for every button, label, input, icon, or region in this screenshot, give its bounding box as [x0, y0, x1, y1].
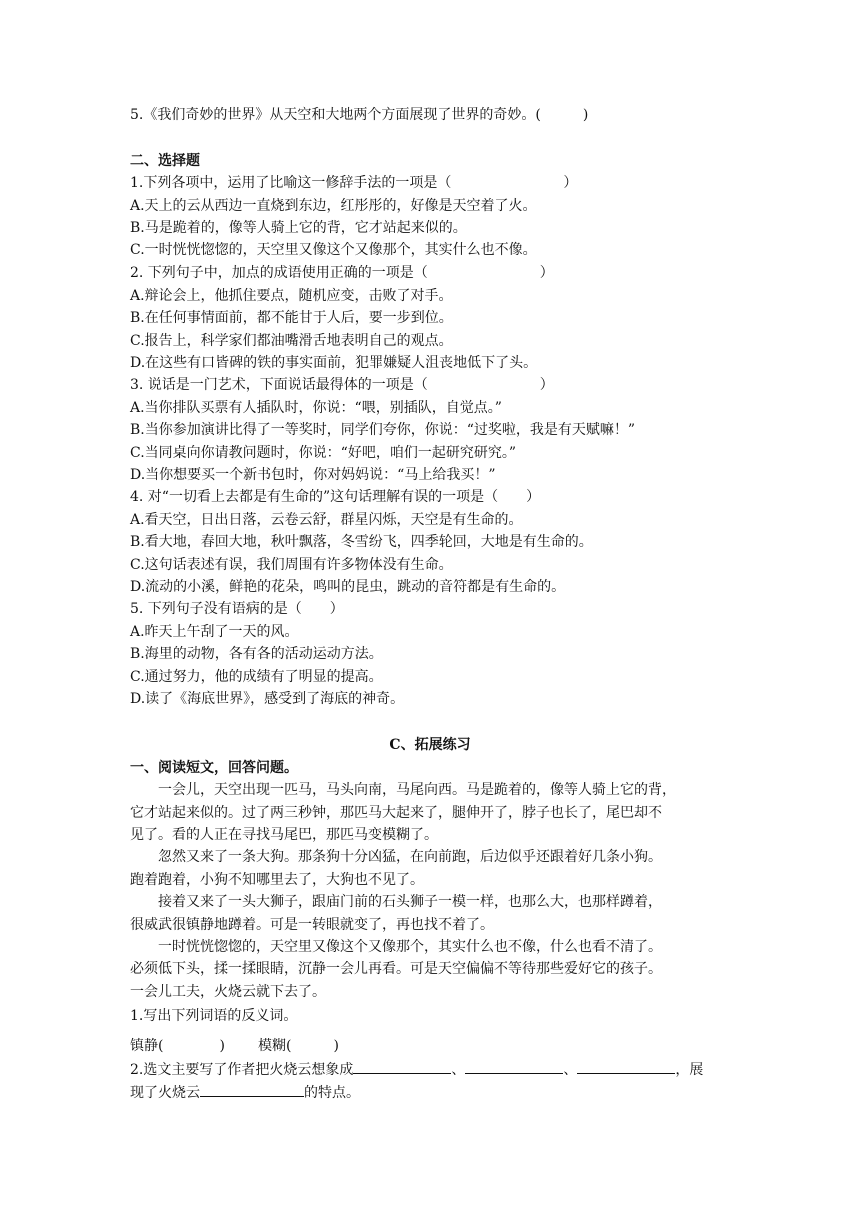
q2-line2-text-end: 的特点。 [304, 1085, 360, 1101]
choice-question-1: 1.下列各项中，运用了比喻这一修辞手法的一项是（ ） [130, 175, 578, 191]
choice-q3-option-d: D.当你想要买一个新书包时，你对妈妈说：“马上给我买！” [130, 467, 496, 483]
q2-text-end: ，展 [675, 1062, 704, 1078]
judge-question-5: 5.《我们奇妙的世界》从天空和大地两个方面展现了世界的奇妙。( ) [130, 107, 589, 123]
choice-q2-option-d: D.在这些有口皆碑的铁的事实面前，犯罪嫌疑人沮丧地低下了头。 [130, 355, 538, 371]
choice-q3-option-b: B.当你参加演讲比得了一等奖时，同学们夸你，你说：“过奖啦，我是有天赋嘛！” [130, 422, 636, 438]
antonym-word-2: 模糊( ) [258, 1038, 339, 1054]
choice-q1-option-a: A.天上的云从西边一直烧到东边，红彤彤的，好像是天空着了火。 [130, 198, 537, 214]
choice-q2-option-b: B.在任何事情面前，都不能甘于人后，要一步到位。 [130, 310, 453, 326]
choice-section-heading: 二、选择题 [130, 153, 200, 169]
choice-question-3: 3. 说话是一门艺术，下面说话最得体的一项是（ ） [130, 377, 554, 393]
passage-p2-line2: 跑着跑着，小狗不知哪里去了，大狗也不见了。 [130, 872, 424, 888]
choice-q4-option-d: D.流动的小溪，鲜艳的花朵，鸣叫的昆虫，跳动的音符都是有生命的。 [130, 579, 566, 595]
reading-question-2-line2 [130, 1080, 360, 1104]
passage-p2-line1: 忽然又来了一条大狗。那条狗十分凶猛，在向前跑，后边似乎还跟着好几条小狗。 [158, 849, 662, 865]
passage-p3-line1: 接着又来了一头大狮子，跟庙门前的石头狮子一模一样，也那么大，也那样蹲着， [158, 894, 662, 910]
choice-q5-option-a: A.昨天上午刮了一天的风。 [130, 624, 299, 640]
choice-q1-option-b: B.马是跪着的，像等人骑上它的背，它才站起来似的。 [130, 220, 467, 236]
q2-line2-text-start: 现了火烧云 [130, 1085, 200, 1101]
choice-question-4: 4. 对“一切看上去都是有生命的”这句话理解有误的一项是（ ） [130, 489, 541, 505]
passage-p4-line2: 必须低下头，揉一揉眼睛，沉静一会儿再看。可是天空偏偏不等待那些爱好它的孩子。 [130, 961, 662, 977]
passage-p1-line1: 一会儿，天空出现一匹马，马头向南，马尾向西。马是跪着的，像等人骑上它的背， [158, 782, 676, 798]
q2-separator-2: 、 [563, 1062, 578, 1078]
answer-blank-2[interactable] [465, 1057, 563, 1074]
answer-blank-4[interactable] [200, 1080, 304, 1097]
extension-section-title: C、拓展练习 [389, 737, 471, 753]
choice-q4-option-a: A.看天空，日出日落，云卷云舒，群星闪烁，天空是有生命的。 [130, 512, 523, 528]
passage-p1-line3: 见了。看的人正在寻找马尾巴，那匹马变模糊了。 [130, 827, 438, 843]
answer-blank-1[interactable] [353, 1057, 451, 1074]
choice-q4-option-c: C.这句话表述有误，我们周围有许多物体没有生命。 [130, 557, 453, 573]
choice-q2-option-a: A.辩论会上，他抓住要点，随机应变，击败了对手。 [130, 288, 453, 304]
choice-q3-option-a: A.当你排队买票有人插队时，你说：“喂，别插队，自觉点。” [130, 400, 502, 416]
answer-blank-3[interactable] [577, 1057, 675, 1074]
choice-q4-option-b: B.看大地，春回大地，秋叶飘落，冬雪纷飞，四季轮回，大地是有生命的。 [130, 534, 593, 550]
q2-separator-1: 、 [451, 1062, 466, 1078]
passage-p4-line1: 一时恍恍惚惚的，天空里又像这个又像那个，其实什么也不像，什么也看不清了。 [158, 939, 662, 955]
choice-q2-option-c: C.报告上，科学家们都油嘴滑舌地表明自己的观点。 [130, 333, 453, 349]
antonym-word-1: 镇静( ) [130, 1038, 225, 1054]
choice-q1-option-c: C.一时恍恍惚惚的，天空里又像这个又像那个，其实什么也不像。 [130, 242, 537, 258]
choice-question-2: 2. 下列句子中，加点的成语使用正确的一项是（ ） [130, 265, 554, 281]
choice-q5-option-c: C.通过努力，他的成绩有了明显的提高。 [130, 669, 383, 685]
passage-p4-line3: 一会儿工夫，火烧云就下去了。 [130, 984, 326, 1000]
passage-p3-line2: 很威武很镇静地蹲着。可是一转眼就变了，再也找不着了。 [130, 917, 494, 933]
reading-heading: 一、阅读短文，回答问题。 [130, 760, 298, 776]
reading-question-2-line1 [130, 1057, 703, 1081]
choice-question-5: 5. 下列句子没有语病的是（ ） [130, 601, 344, 617]
reading-question-1: 1.写出下列词语的反义词。 [130, 1008, 298, 1024]
q2-text-start: 2.选文主要写了作者把火烧云想象成 [130, 1062, 354, 1078]
choice-q5-option-b: B.海里的动物，各有各的活动运动方法。 [130, 646, 383, 662]
choice-q3-option-c: C.当同桌向你请教问题时，你说：“好吧，咱们一起研究研究。” [130, 445, 516, 461]
passage-p1-line2: 它才站起来似的。过了两三秒钟，那匹马大起来了，腿伸开了，脖子也长了，尾巴却不 [130, 805, 662, 821]
choice-q5-option-d: D.读了《海底世界》，感受到了海底的神奇。 [130, 691, 405, 707]
